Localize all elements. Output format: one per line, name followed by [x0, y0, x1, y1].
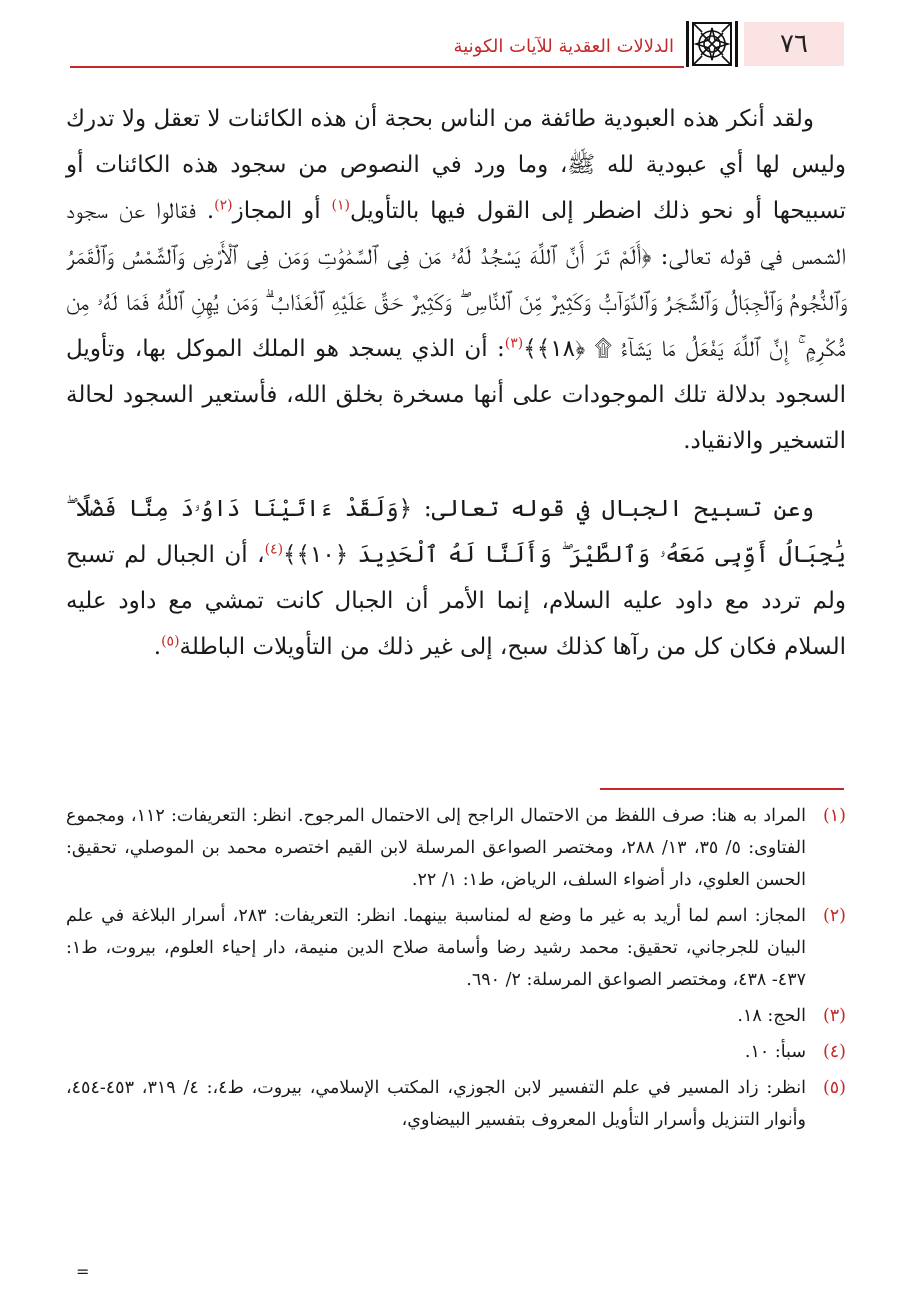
ornament-icon — [684, 20, 740, 68]
footnote-4 — [66, 1036, 846, 1068]
footnote-text: المجاز: اسم لما أريد به غير ما وضع له لمناسبة بينهما. انظر: التعريفات: ٢٨٣، أسرار البلاغة في علم البيان للجرجاني، تحقيق: محمد رشيد رضا وأسامة صلاح الدين منيمة، دار إحياء العلوم، بيروت، ط١: ٤٣٧- ٤٣٨، ومختصر الصواعق المرسلة: ٢/ ٦٩٠. — [66, 906, 806, 990]
footnote-ref-4[interactable]: (٤) — [264, 541, 284, 558]
footnotes — [66, 800, 846, 1140]
page-header — [0, 0, 921, 84]
footnote-ref-3[interactable]: (٣) — [504, 335, 524, 352]
page-number: ٧٦ — [780, 29, 808, 59]
footnote-ref-1[interactable]: (١) — [331, 197, 350, 214]
footnote-text: الحج: ١٨. — [737, 1006, 806, 1026]
paragraph-text: ولقد أنكر هذه العبودية طائفة من الناس بحجة أن هذه الكائنات لا تعقل ولا تدرك وليس لها أي عبودية لله ﷺ، وما ورد في النصوص من سجود هذه الكائنات أو تسبيحها أو نحو ذلك اضطر إلى القول فيها بالتأويل — [66, 106, 847, 224]
running-title: الدلالات العقدية للآيات الكونية — [453, 36, 674, 57]
footnote-text: سبأ: ١٠. — [744, 1042, 806, 1062]
footnote-text: المراد به هنا: صرف اللفظ من الاحتمال الراجح إلى الاحتمال المرجوح. انظر: التعريفات: ١١٢، ومجموع الفتاوى: ٥/ ٣٥، ١٣/ ٢٨٨، ومختصر الصواعق المرسلة لابن القيم اختصره محمد بن الموصلي، تحقيق: الحسن العلوي، دار أضواء السلف، الرياض، ط١: ١/ ٢٢. — [66, 806, 806, 890]
paragraph-text: وعن تسبيح الجبال في قوله تعالى: — [412, 496, 814, 522]
footnote-3 — [66, 1000, 846, 1032]
paragraph-text: . — [153, 634, 162, 660]
header-rule — [70, 66, 684, 68]
footnote-number: (١) — [822, 806, 846, 826]
footnote-5 — [66, 1072, 846, 1136]
paragraph-2 — [66, 486, 846, 670]
footnote-ref-5[interactable]: (٥) — [161, 633, 180, 650]
footnote-number: (٤) — [822, 1042, 846, 1062]
paragraph-text: . فقالوا عن سجود الشمس في قوله تعالى: — [66, 198, 846, 270]
footnote-separator — [600, 788, 844, 790]
footnote-ref-2[interactable]: (٢) — [214, 197, 233, 214]
main-text — [66, 96, 846, 692]
footnote-number: (٢) — [822, 906, 846, 926]
paragraph-text: : أن الذي يسجد هو الملك الموكل بها، وتأويل السجود بدلالة تلك الموجودات على أنها مسخرة بخلق الله، فأستعير السجود لحالة التسخير والانقياد. — [66, 336, 846, 454]
paragraph-text: أو المجاز — [232, 198, 332, 224]
footnote-number: (٣) — [822, 1006, 846, 1026]
footnote-text: انظر: زاد المسير في علم التفسير لابن الجوزي، المكتب الإسلامي، بيروت، ط٤،: ٤/ ٣١٩، ٤٥٣-٤٥٤، وأنوار التنزيل وأسرار التأويل المعروف بتفسير البيضاوي، — [66, 1078, 806, 1130]
paragraph-1 — [66, 96, 846, 464]
footnote-number: (٥) — [822, 1078, 846, 1098]
paragraph-text: ، أن الجبال لم تسبح ولم تردد مع داود عليه السلام، إنما الأمر أن الجبال كانت تمشي مع داود عليه السلام فكان كل من رآها كذلك سبح، إلى غير ذلك من التأويلات الباطلة — [66, 542, 846, 660]
footnote-2 — [66, 900, 846, 996]
quran-verse-2: ﴿وَلَقَدْ ءَاتَيْنَا دَاوُۥدَ مِنَّا فَضْلًا ۖ يَٰجِبَالُ أَوِّبِى مَعَهُۥ وَٱلطَّيْرَ ۖ وَأَلَنَّا لَهُ ٱلْحَدِيدَ ﴿١٠﴾﴾ — [66, 496, 846, 568]
footnote-1 — [66, 800, 846, 896]
quran-verse-1: ﴿أَلَمْ تَرَ أَنَّ ٱللَّهَ يَسْجُدُ لَهُۥ مَن فِى ٱلسَّمَٰوَٰتِ وَمَن فِى ٱلْأَرْضِ وَٱلشَّمْسُ وَٱلْقَمَرُ وَٱلنُّجُومُ وَٱلْجِبَالُ وَٱلشَّجَرُ وَٱلدَّوَآبُّ وَكَثِيرٌ مِّنَ ٱلنَّاسِ ۖ وَكَثِيرٌ حَقَّ عَلَيْهِ ٱلْعَذَابُ ۗ وَمَن يُهِنِ ٱللَّهُ فَمَا لَهُۥ مِن مُّكْرِمٍ ۚ إِنَّ ٱللَّهَ يَفْعَلُ مَا يَشَآءُ ۩ ﴿١٨﴾﴾ — [66, 244, 846, 362]
continuation-mark: = — [76, 1262, 90, 1281]
